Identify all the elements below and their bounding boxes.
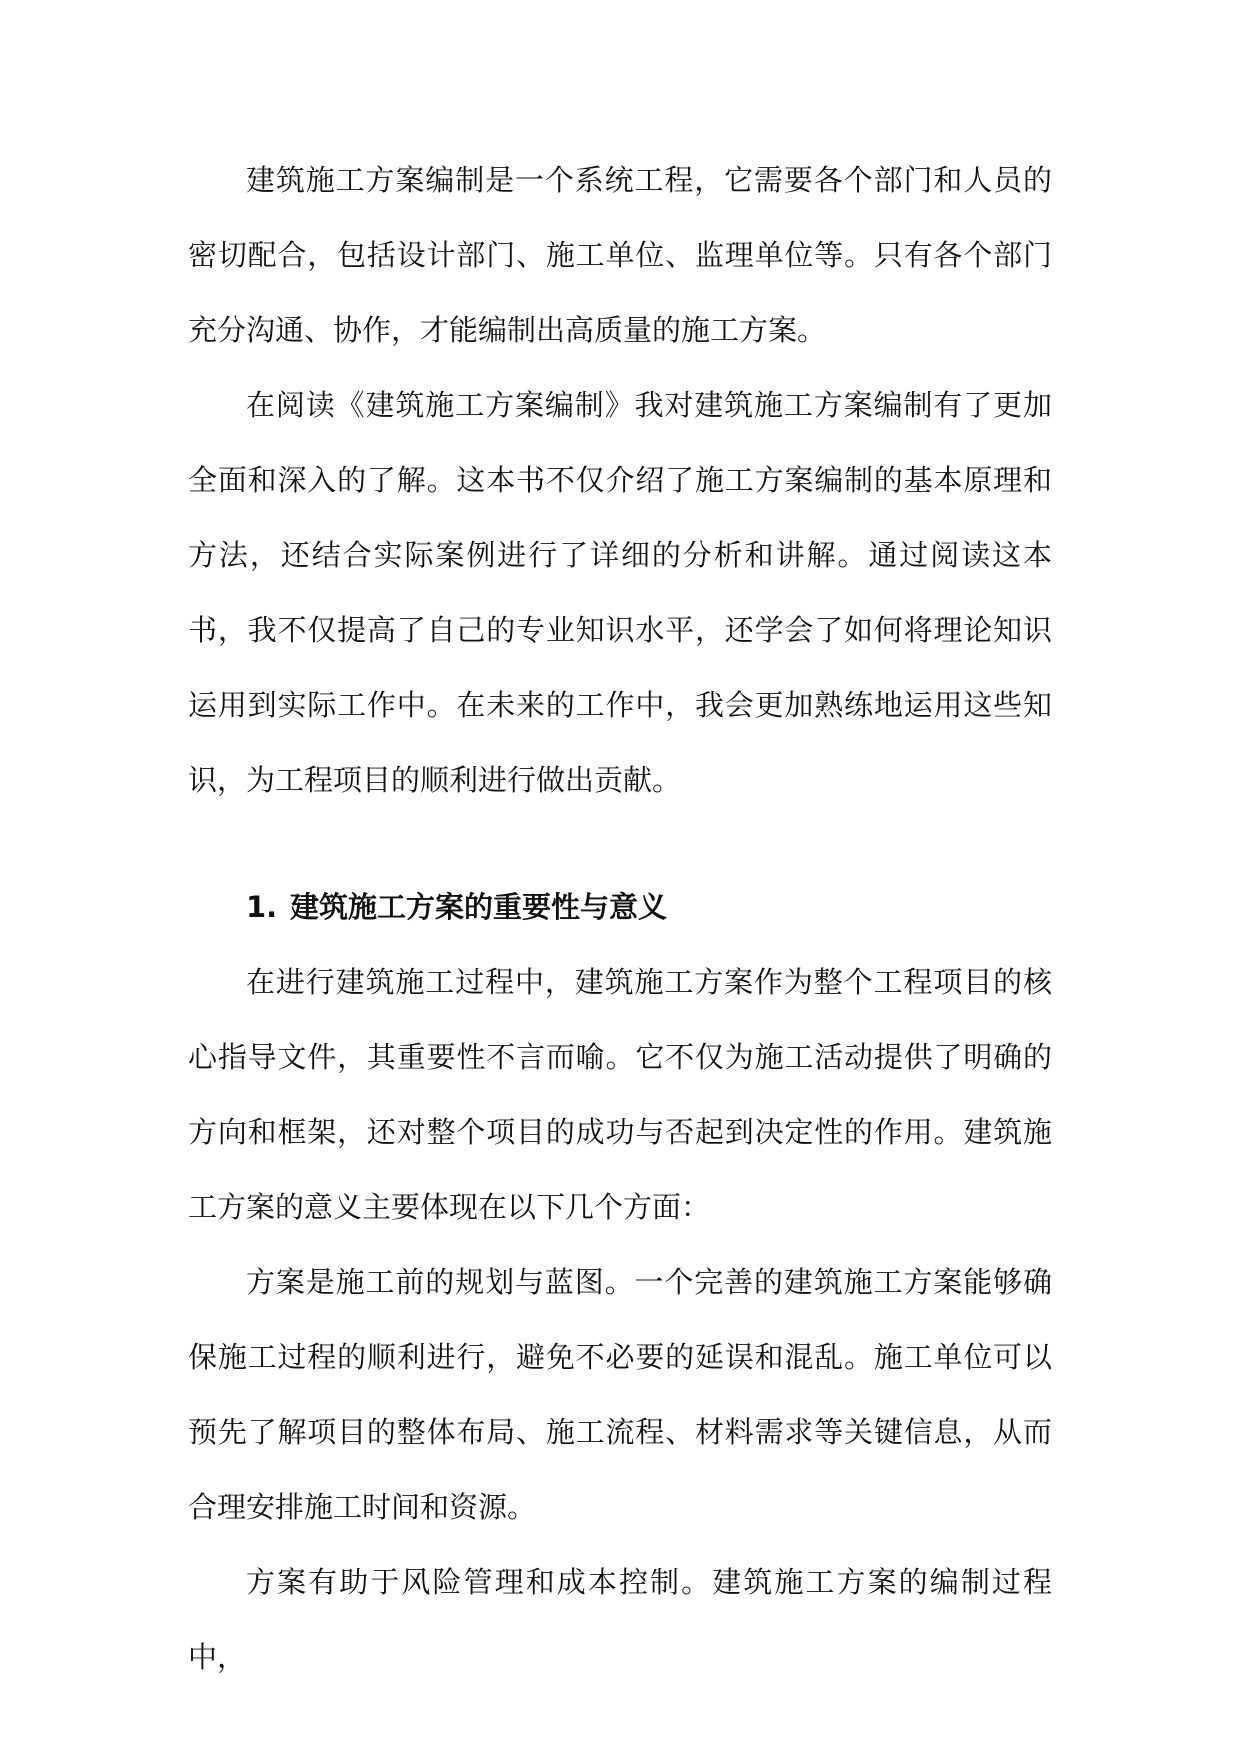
section-heading [188, 870, 1052, 945]
section-number: 1. [246, 890, 278, 924]
paragraph: 在进行建筑施工过程中，建筑施工方案作为整个工程项目的核心指导文件，其重要性不言而喻。它不仅为施工活动提供了明确的方向和框架，还对整个项目的成功与否起到决定性的作用。建筑施工方案的意义主要体现在以下几个方面： [188, 965, 1052, 1224]
paragraph: 方案有助于风险管理和成本控制。建筑施工方案的编制过程中， [188, 1565, 1052, 1674]
paragraph: 方案是施工前的规划与蓝图。一个完善的建筑施工方案能够确保施工过程的顺利进行，避免不必要的延误和混乱。施工单位可以预先了解项目的整体布局、施工流程、材料需求等关键信息，从而合理安排施工时间和资源。 [188, 1265, 1052, 1524]
section-title: 建筑施工方案的重要性与意义 [290, 890, 668, 924]
document-body [188, 143, 1052, 1695]
paragraph: 建筑施工方案编制是一个系统工程，它需要各个部门和人员的密切配合，包括设计部门、施工单位、监理单位等。只有各个部门充分沟通、协作，才能编制出高质量的施工方案。 [188, 163, 1052, 347]
paragraph: 在阅读《建筑施工方案编制》我对建筑施工方案编制有了更加全面和深入的了解。这本书不仅介绍了施工方案编制的基本原理和方法，还结合实际案例进行了详细的分析和讲解。通过阅读这本书，我不仅提高了自己的专业知识水平，还学会了如何将理论知识运用到实际工作中。在未来的工作中，我会更加熟练地运用这些知识，为工程项目的顺利进行做出贡献。 [188, 388, 1052, 797]
